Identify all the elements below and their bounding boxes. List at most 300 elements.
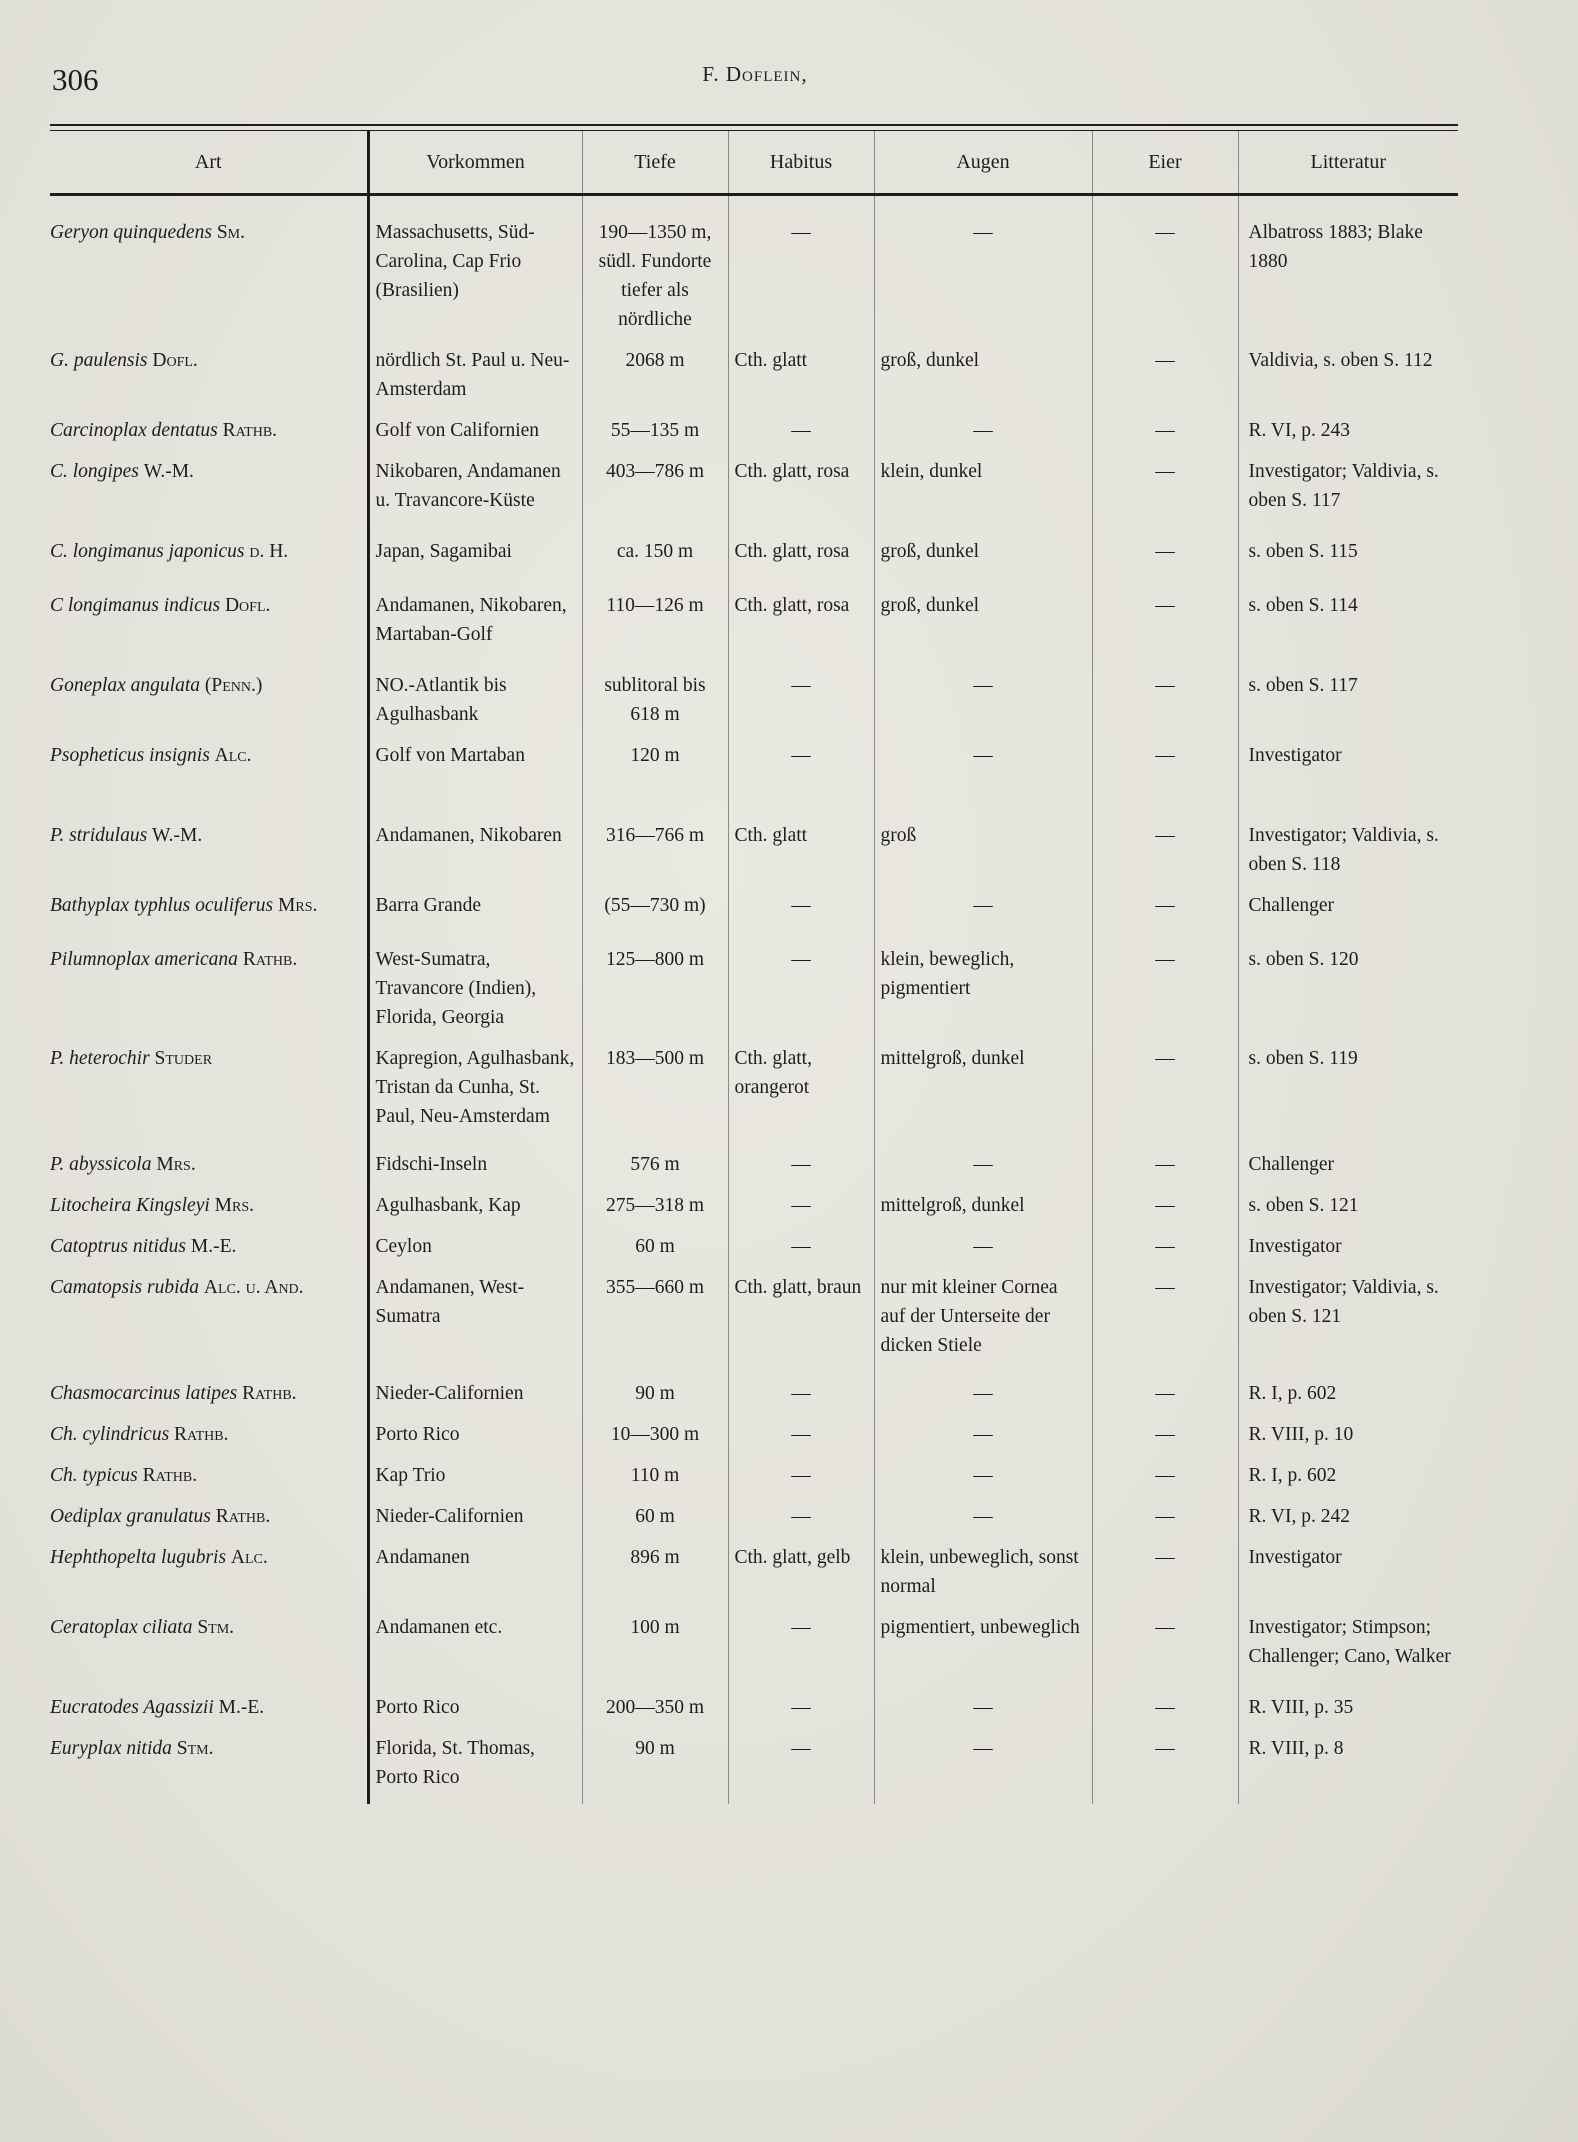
cell-habitus-text: — bbox=[791, 949, 811, 970]
cell-vorkommen-text: Ceylon bbox=[375, 1236, 432, 1257]
cell-art bbox=[50, 1693, 368, 1734]
cell-eier-text: — bbox=[1155, 949, 1175, 970]
cell-augen bbox=[874, 346, 1092, 416]
cell-augen bbox=[874, 1420, 1092, 1461]
cell-eier bbox=[1092, 1232, 1238, 1273]
table-row bbox=[50, 1191, 1458, 1232]
cell-augen-text: — bbox=[973, 675, 993, 696]
cell-habitus-text: — bbox=[791, 222, 811, 243]
cell-eier-text: — bbox=[1155, 1195, 1175, 1216]
cell-vorkommen bbox=[368, 1273, 582, 1379]
species-author: Stm. bbox=[176, 1738, 214, 1759]
cell-habitus-text: — bbox=[791, 1195, 811, 1216]
cell-habitus bbox=[728, 891, 874, 945]
cell-eier-text: — bbox=[1155, 1547, 1175, 1568]
cell-augen-text: groß, dunkel bbox=[880, 595, 980, 616]
cell-litteratur bbox=[1238, 195, 1458, 347]
cell-augen bbox=[874, 537, 1092, 591]
cell-eier-text: — bbox=[1155, 1617, 1175, 1638]
species-name: Litocheira Kingsleyi bbox=[50, 1195, 210, 1216]
cell-augen-text: groß, dunkel bbox=[880, 541, 980, 562]
species-name: C longimanus indicus bbox=[50, 595, 221, 616]
cell-vorkommen bbox=[368, 1613, 582, 1693]
cell-tiefe-text: 55—135 m bbox=[610, 420, 700, 441]
cell-tiefe bbox=[582, 1044, 728, 1150]
table-row bbox=[50, 1502, 1458, 1543]
species-author: Mrs. bbox=[214, 1195, 254, 1216]
species-name: Carcinoplax dentatus bbox=[50, 420, 218, 441]
cell-vorkommen-text: Andamanen bbox=[375, 1547, 470, 1568]
cell-vorkommen-text: Andamanen, Nikobaren bbox=[375, 825, 562, 846]
cell-habitus-text: — bbox=[791, 1617, 811, 1638]
table-row bbox=[50, 195, 1458, 347]
cell-augen-text: — bbox=[973, 895, 993, 916]
species-author: M.-E. bbox=[190, 1236, 237, 1257]
cell-litteratur-text: R. I, p. 602 bbox=[1248, 1383, 1337, 1404]
cell-eier-text: — bbox=[1155, 1383, 1175, 1404]
cell-vorkommen-text: Barra Grande bbox=[375, 895, 482, 916]
cell-eier-text: — bbox=[1155, 595, 1175, 616]
cell-tiefe-text: 403—786 m bbox=[605, 461, 705, 482]
cell-litteratur bbox=[1238, 1044, 1458, 1150]
cell-tiefe-text: 125—800 m bbox=[605, 949, 705, 970]
cell-litteratur-text: R. VIII, p. 10 bbox=[1248, 1424, 1354, 1445]
cell-habitus bbox=[728, 1543, 874, 1613]
table-row bbox=[50, 1613, 1458, 1693]
cell-tiefe bbox=[582, 195, 728, 347]
cell-augen-text: klein, dunkel bbox=[880, 461, 983, 482]
cell-vorkommen bbox=[368, 945, 582, 1044]
cell-augen bbox=[874, 1543, 1092, 1613]
cell-tiefe-text: 60 m bbox=[635, 1506, 675, 1527]
cell-art bbox=[50, 891, 368, 945]
cell-vorkommen-text: Japan, Sagamibai bbox=[375, 541, 512, 562]
cell-art bbox=[50, 1613, 368, 1693]
cell-litteratur-text: s. oben S. 117 bbox=[1248, 675, 1358, 696]
cell-vorkommen bbox=[368, 821, 582, 891]
cell-eier bbox=[1092, 1461, 1238, 1502]
cell-habitus bbox=[728, 591, 874, 671]
species-table bbox=[50, 131, 1458, 1804]
cell-tiefe-text: 183—500 m bbox=[605, 1048, 705, 1069]
table-row bbox=[50, 1461, 1458, 1502]
cell-augen-text: — bbox=[973, 420, 993, 441]
cell-litteratur bbox=[1238, 1379, 1458, 1420]
cell-eier-text: — bbox=[1155, 1048, 1175, 1069]
species-name: C. longipes bbox=[50, 461, 139, 482]
page-number: 306 bbox=[52, 62, 99, 97]
cell-litteratur bbox=[1238, 741, 1458, 821]
species-author: Sm. bbox=[216, 222, 245, 243]
cell-art bbox=[50, 346, 368, 416]
cell-litteratur-text: Valdivia, s. oben S. 112 bbox=[1248, 350, 1433, 371]
cell-eier bbox=[1092, 821, 1238, 891]
table-row bbox=[50, 537, 1458, 591]
cell-litteratur bbox=[1238, 1461, 1458, 1502]
cell-tiefe-text: 355—660 m bbox=[605, 1277, 705, 1298]
cell-augen bbox=[874, 821, 1092, 891]
species-author: (Penn.) bbox=[204, 675, 263, 696]
table-row bbox=[50, 1420, 1458, 1461]
cell-art bbox=[50, 1420, 368, 1461]
species-author: Stm. bbox=[197, 1617, 235, 1638]
cell-tiefe-text: ca. 150 m bbox=[616, 541, 694, 562]
cell-habitus-text: Cth. glatt, rosa bbox=[734, 595, 850, 616]
cell-augen-text: — bbox=[973, 1154, 993, 1175]
cell-eier bbox=[1092, 945, 1238, 1044]
cell-eier bbox=[1092, 1543, 1238, 1613]
cell-art bbox=[50, 1191, 368, 1232]
table-row bbox=[50, 591, 1458, 671]
cell-augen-text: klein, beweglich, pigmentiert bbox=[880, 949, 1015, 999]
cell-tiefe bbox=[582, 1502, 728, 1543]
cell-litteratur-text: R. VIII, p. 8 bbox=[1248, 1738, 1344, 1759]
table-row bbox=[50, 741, 1458, 821]
cell-art bbox=[50, 416, 368, 457]
cell-vorkommen bbox=[368, 741, 582, 821]
column-header-litteratur: Litteratur bbox=[1310, 150, 1387, 173]
cell-art bbox=[50, 1150, 368, 1191]
cell-vorkommen bbox=[368, 1502, 582, 1543]
cell-eier-text: — bbox=[1155, 420, 1175, 441]
cell-habitus-text: — bbox=[791, 1465, 811, 1486]
cell-vorkommen-text: Agulhasbank, Kap bbox=[375, 1195, 521, 1216]
cell-habitus bbox=[728, 416, 874, 457]
column-header-vorkommen: Vorkommen bbox=[368, 131, 582, 195]
species-author: W.-M. bbox=[143, 461, 194, 482]
table-row bbox=[50, 1273, 1458, 1379]
cell-tiefe bbox=[582, 591, 728, 671]
cell-augen bbox=[874, 1273, 1092, 1379]
cell-habitus-text: — bbox=[791, 745, 811, 766]
cell-habitus-text: — bbox=[791, 1697, 811, 1718]
cell-eier-text: — bbox=[1155, 1465, 1175, 1486]
species-author: Rathb. bbox=[222, 420, 278, 441]
cell-habitus bbox=[728, 537, 874, 591]
cell-habitus bbox=[728, 1734, 874, 1804]
cell-habitus bbox=[728, 741, 874, 821]
cell-eier-text: — bbox=[1155, 895, 1175, 916]
cell-litteratur-text: s. oben S. 121 bbox=[1248, 1195, 1359, 1216]
cell-habitus-text: — bbox=[791, 1738, 811, 1759]
cell-tiefe bbox=[582, 1273, 728, 1379]
cell-litteratur bbox=[1238, 537, 1458, 591]
cell-vorkommen bbox=[368, 1232, 582, 1273]
cell-eier bbox=[1092, 1734, 1238, 1804]
cell-art bbox=[50, 945, 368, 1044]
cell-habitus-text: — bbox=[791, 1236, 811, 1257]
cell-tiefe bbox=[582, 1734, 728, 1804]
cell-litteratur-text: Albatross 1883; Blake 1880 bbox=[1248, 222, 1423, 272]
cell-tiefe bbox=[582, 1150, 728, 1191]
cell-habitus bbox=[728, 671, 874, 741]
cell-vorkommen bbox=[368, 1734, 582, 1804]
cell-eier bbox=[1092, 1613, 1238, 1693]
cell-augen bbox=[874, 671, 1092, 741]
cell-litteratur-text: Investigator bbox=[1248, 1236, 1342, 1257]
cell-tiefe-text: 10—300 m bbox=[610, 1424, 700, 1445]
cell-augen-text: — bbox=[973, 1697, 993, 1718]
table-row bbox=[50, 1379, 1458, 1420]
cell-tiefe-text: 2068 m bbox=[625, 350, 685, 371]
species-name: P. heterochir bbox=[50, 1048, 150, 1069]
cell-habitus bbox=[728, 1693, 874, 1734]
cell-litteratur bbox=[1238, 945, 1458, 1044]
cell-augen bbox=[874, 591, 1092, 671]
species-name: P. stridulaus bbox=[50, 825, 148, 846]
cell-tiefe bbox=[582, 1420, 728, 1461]
cell-tiefe bbox=[582, 1543, 728, 1613]
cell-litteratur-text: Investigator; Valdivia, s. oben S. 117 bbox=[1248, 461, 1439, 511]
species-author: Dofl. bbox=[152, 350, 198, 371]
cell-tiefe-text: 896 m bbox=[630, 1547, 680, 1568]
cell-augen-text: — bbox=[973, 1424, 993, 1445]
species-author: Dofl. bbox=[224, 595, 271, 616]
cell-vorkommen-text: Nikobaren, Andamanen u. Travancore-Küste bbox=[375, 461, 561, 511]
cell-vorkommen bbox=[368, 416, 582, 457]
table-row bbox=[50, 891, 1458, 945]
cell-augen bbox=[874, 945, 1092, 1044]
cell-litteratur bbox=[1238, 346, 1458, 416]
cell-tiefe-text: 60 m bbox=[635, 1236, 675, 1257]
cell-litteratur bbox=[1238, 1693, 1458, 1734]
cell-art bbox=[50, 1461, 368, 1502]
cell-augen-text: — bbox=[973, 222, 993, 243]
cell-tiefe-text: (55—730 m) bbox=[604, 895, 706, 916]
cell-habitus bbox=[728, 821, 874, 891]
species-name: Ceratoplax ciliata bbox=[50, 1617, 193, 1638]
cell-augen-text: pigmentiert, unbeweglich bbox=[880, 1617, 1080, 1638]
cell-augen bbox=[874, 1379, 1092, 1420]
cell-augen bbox=[874, 1734, 1092, 1804]
species-name: Catoptrus nitidus bbox=[50, 1236, 186, 1257]
cell-litteratur bbox=[1238, 1502, 1458, 1543]
species-name: Geryon quinquedens bbox=[50, 222, 212, 243]
cell-augen-text: groß, dunkel bbox=[880, 350, 980, 371]
cell-art bbox=[50, 671, 368, 741]
cell-litteratur bbox=[1238, 1734, 1458, 1804]
cell-litteratur bbox=[1238, 821, 1458, 891]
cell-vorkommen bbox=[368, 591, 582, 671]
cell-habitus bbox=[728, 1420, 874, 1461]
cell-habitus-text: Cth. glatt, gelb bbox=[734, 1547, 851, 1568]
cell-art bbox=[50, 821, 368, 891]
species-author: Rathb. bbox=[174, 1424, 229, 1445]
species-name: Bathyplax typhlus oculiferus bbox=[50, 895, 274, 916]
table-row bbox=[50, 1734, 1458, 1804]
cell-eier-text: — bbox=[1155, 350, 1175, 371]
cell-tiefe bbox=[582, 1232, 728, 1273]
cell-augen-text: klein, unbeweglich, sonst normal bbox=[880, 1547, 1079, 1597]
cell-vorkommen bbox=[368, 1693, 582, 1734]
cell-habitus-text: Cth. glatt, rosa bbox=[734, 461, 850, 482]
cell-litteratur bbox=[1238, 1150, 1458, 1191]
species-name: Eucratodes Agassizii bbox=[50, 1697, 214, 1718]
cell-augen-text: mittelgroß, dunkel bbox=[880, 1195, 1025, 1216]
cell-tiefe bbox=[582, 671, 728, 741]
species-author: Rathb. bbox=[215, 1506, 271, 1527]
cell-habitus-text: — bbox=[791, 1424, 811, 1445]
cell-habitus bbox=[728, 1379, 874, 1420]
cell-eier-text: — bbox=[1155, 461, 1175, 482]
cell-augen-text: — bbox=[973, 1506, 993, 1527]
table-body bbox=[50, 195, 1458, 1805]
cell-augen-text: groß bbox=[880, 825, 917, 846]
cell-litteratur-text: Challenger bbox=[1248, 1154, 1335, 1175]
cell-eier bbox=[1092, 1379, 1238, 1420]
cell-art bbox=[50, 457, 368, 537]
species-author: Alc. u. And. bbox=[203, 1277, 304, 1298]
running-head-initial: F. D bbox=[702, 62, 743, 86]
cell-litteratur-text: s. oben S. 119 bbox=[1248, 1048, 1358, 1069]
cell-eier bbox=[1092, 591, 1238, 671]
cell-eier-text: — bbox=[1155, 1697, 1175, 1718]
cell-litteratur-text: s. oben S. 115 bbox=[1248, 541, 1358, 562]
cell-tiefe-text: sublitoral bis 618 m bbox=[604, 675, 706, 725]
cell-eier-text: — bbox=[1155, 745, 1175, 766]
table-row bbox=[50, 1693, 1458, 1734]
cell-vorkommen bbox=[368, 1543, 582, 1613]
cell-litteratur bbox=[1238, 891, 1458, 945]
column-header-habitus: Habitus bbox=[728, 131, 874, 195]
cell-litteratur-text: R. VI, p. 243 bbox=[1248, 420, 1350, 441]
cell-vorkommen bbox=[368, 195, 582, 347]
cell-augen bbox=[874, 457, 1092, 537]
species-name: Psopheticus insignis bbox=[50, 745, 210, 766]
cell-tiefe bbox=[582, 741, 728, 821]
cell-habitus bbox=[728, 457, 874, 537]
cell-tiefe-text: 90 m bbox=[635, 1738, 675, 1759]
cell-eier bbox=[1092, 346, 1238, 416]
cell-vorkommen-text: Nieder-Californien bbox=[375, 1506, 524, 1527]
cell-habitus-text: — bbox=[791, 895, 811, 916]
cell-vorkommen-text: Nieder-Californien bbox=[375, 1383, 524, 1404]
cell-habitus bbox=[728, 195, 874, 347]
table-row bbox=[50, 1232, 1458, 1273]
cell-vorkommen-text: Golf von Martaban bbox=[375, 745, 525, 766]
cell-habitus bbox=[728, 1461, 874, 1502]
species-name: Euryplax nitida bbox=[50, 1738, 172, 1759]
cell-augen-text: mittelgroß, dunkel bbox=[880, 1048, 1025, 1069]
species-author: Alc. bbox=[214, 745, 252, 766]
cell-tiefe bbox=[582, 1613, 728, 1693]
cell-art bbox=[50, 1044, 368, 1150]
cell-art bbox=[50, 741, 368, 821]
page-header bbox=[50, 56, 1460, 106]
cell-augen-text: — bbox=[973, 1465, 993, 1486]
cell-eier-text: — bbox=[1155, 1424, 1175, 1445]
cell-tiefe bbox=[582, 537, 728, 591]
cell-vorkommen bbox=[368, 891, 582, 945]
cell-vorkommen-text: Kapregion, Agulhasbank, Tristan da Cunha, St. Paul, Neu-Amsterdam bbox=[375, 1048, 575, 1127]
cell-tiefe bbox=[582, 945, 728, 1044]
cell-tiefe-text: 110—126 m bbox=[606, 595, 704, 616]
cell-augen-text: nur mit kleiner Cornea auf der Unterseite der dicken Stiele bbox=[880, 1277, 1058, 1356]
species-name: Goneplax angulata bbox=[50, 675, 201, 696]
cell-eier bbox=[1092, 416, 1238, 457]
cell-vorkommen-text: Porto Rico bbox=[375, 1697, 460, 1718]
cell-litteratur-text: R. VIII, p. 35 bbox=[1248, 1697, 1354, 1718]
cell-eier-text: — bbox=[1155, 222, 1175, 243]
cell-art bbox=[50, 1379, 368, 1420]
cell-eier bbox=[1092, 1420, 1238, 1461]
cell-eier-text: — bbox=[1155, 541, 1175, 562]
cell-litteratur-text: R. VI, p. 242 bbox=[1248, 1506, 1350, 1527]
cell-habitus-text: Cth. glatt, braun bbox=[734, 1277, 862, 1298]
species-table-wrap bbox=[50, 124, 1458, 1804]
cell-habitus-text: — bbox=[791, 1383, 811, 1404]
table-row bbox=[50, 1044, 1458, 1150]
species-name: C. longimanus japonicus bbox=[50, 541, 245, 562]
cell-eier bbox=[1092, 1502, 1238, 1543]
cell-art bbox=[50, 1543, 368, 1613]
cell-eier-text: — bbox=[1155, 1277, 1175, 1298]
cell-eier bbox=[1092, 891, 1238, 945]
cell-tiefe bbox=[582, 821, 728, 891]
cell-habitus-text: — bbox=[791, 420, 811, 441]
cell-vorkommen bbox=[368, 1420, 582, 1461]
cell-tiefe-text: 90 m bbox=[635, 1383, 675, 1404]
cell-litteratur bbox=[1238, 1613, 1458, 1693]
top-rule bbox=[50, 124, 1458, 126]
cell-tiefe-text: 120 m bbox=[630, 745, 680, 766]
cell-vorkommen-text: Andamanen etc. bbox=[375, 1617, 503, 1638]
cell-litteratur bbox=[1238, 671, 1458, 741]
cell-augen bbox=[874, 891, 1092, 945]
cell-eier bbox=[1092, 1191, 1238, 1232]
species-name: Oediplax granulatus bbox=[50, 1506, 211, 1527]
cell-vorkommen-text: Andamanen, Nikobaren, Martaban-Golf bbox=[375, 595, 567, 645]
cell-art bbox=[50, 1232, 368, 1273]
cell-art bbox=[50, 591, 368, 671]
cell-augen bbox=[874, 1502, 1092, 1543]
cell-eier-text: — bbox=[1155, 1154, 1175, 1175]
cell-augen bbox=[874, 1150, 1092, 1191]
cell-tiefe-text: 190—1350 m, südl. Fundorte tiefer als nördliche bbox=[598, 222, 712, 330]
cell-vorkommen-text: Golf von Californien bbox=[375, 420, 540, 441]
cell-eier-text: — bbox=[1155, 675, 1175, 696]
cell-tiefe-text: 200—350 m bbox=[605, 1697, 705, 1718]
cell-eier bbox=[1092, 1273, 1238, 1379]
cell-habitus-text: — bbox=[791, 1506, 811, 1527]
species-name: P. abyssicola bbox=[50, 1154, 152, 1175]
species-author: Mrs. bbox=[278, 895, 318, 916]
cell-art bbox=[50, 1273, 368, 1379]
cell-vorkommen bbox=[368, 346, 582, 416]
table-row bbox=[50, 1543, 1458, 1613]
species-author: Mrs. bbox=[156, 1154, 196, 1175]
cell-habitus bbox=[728, 1232, 874, 1273]
cell-tiefe bbox=[582, 416, 728, 457]
cell-vorkommen-text: West-Sumatra, Travancore (Indien), Florida, Georgia bbox=[375, 949, 537, 1028]
cell-eier bbox=[1092, 457, 1238, 537]
species-author: Rathb. bbox=[242, 949, 298, 970]
species-name: Ch. typicus bbox=[50, 1465, 138, 1486]
column-header-tiefe: Tiefe bbox=[582, 131, 728, 195]
cell-augen-text: — bbox=[973, 745, 993, 766]
cell-augen bbox=[874, 195, 1092, 347]
species-author: Alc. bbox=[230, 1547, 268, 1568]
cell-vorkommen bbox=[368, 1379, 582, 1420]
cell-vorkommen-text: Florida, St. Thomas, Porto Rico bbox=[375, 1738, 535, 1788]
species-author: d. H. bbox=[249, 541, 289, 562]
cell-litteratur bbox=[1238, 1191, 1458, 1232]
cell-eier-text: — bbox=[1155, 1738, 1175, 1759]
cell-tiefe-text: 576 m bbox=[630, 1154, 680, 1175]
cell-litteratur-text: Investigator bbox=[1248, 745, 1342, 766]
cell-art bbox=[50, 195, 368, 347]
cell-tiefe bbox=[582, 1693, 728, 1734]
